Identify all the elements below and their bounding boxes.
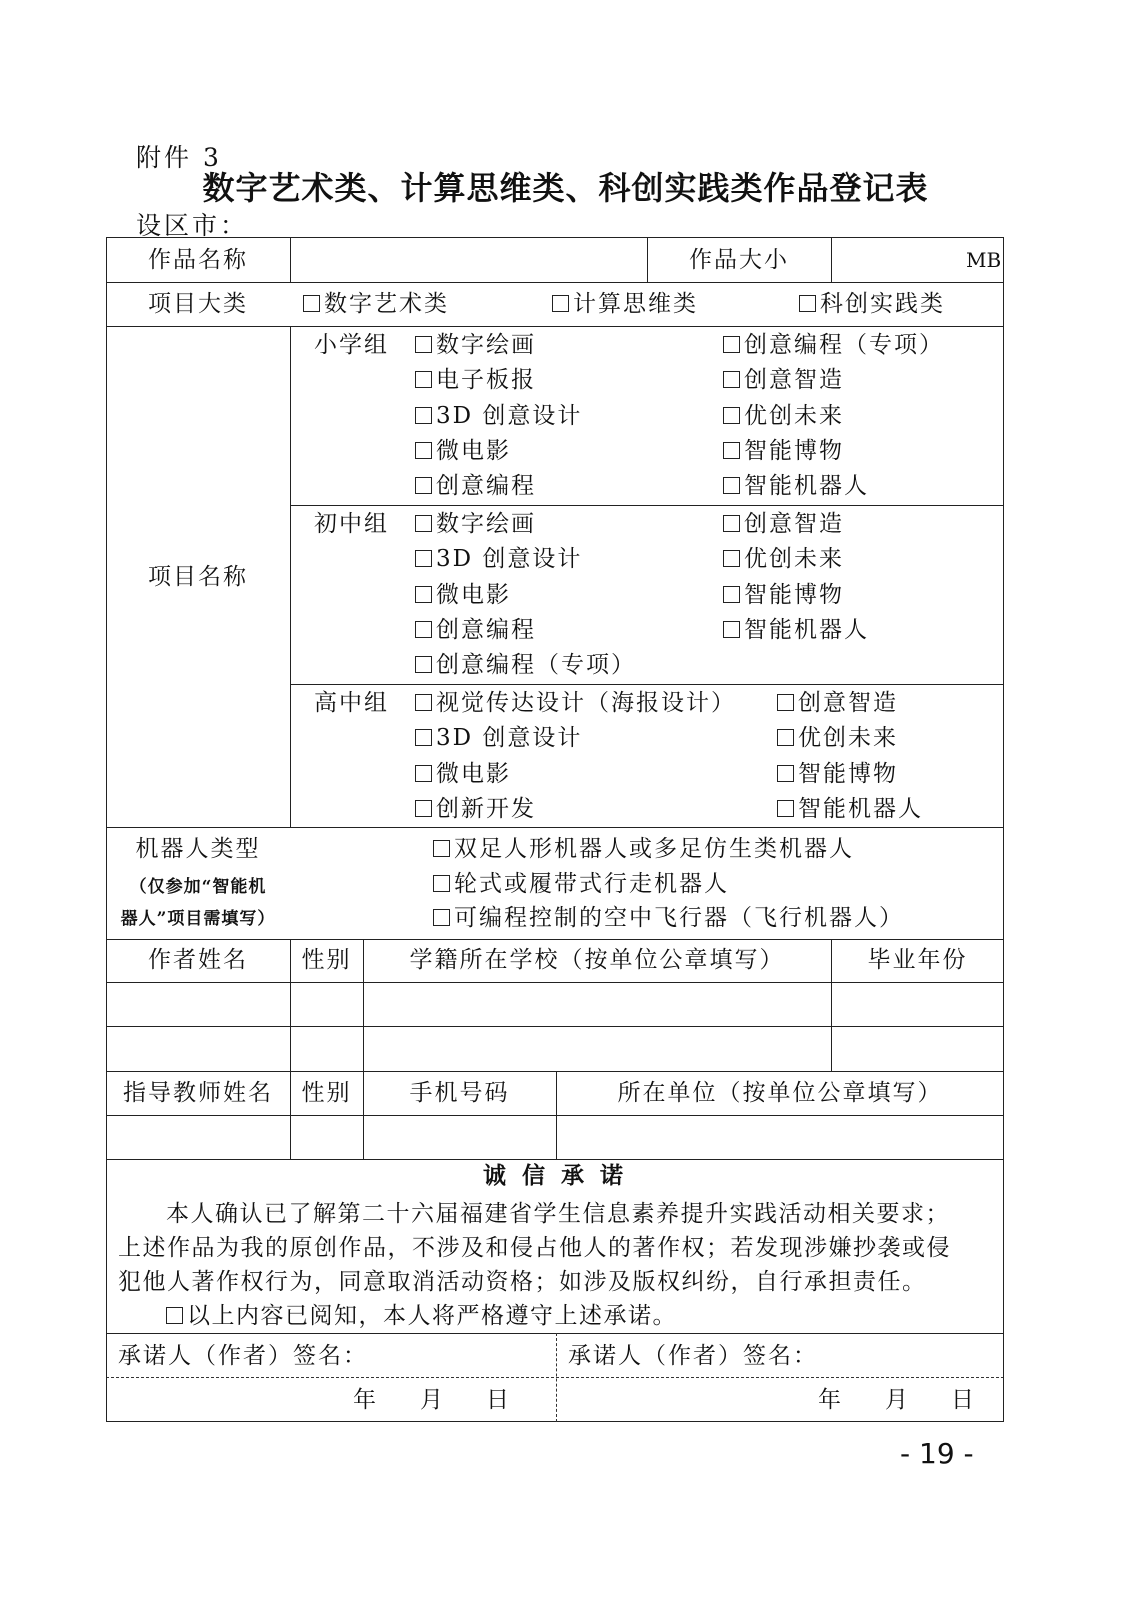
- project-option[interactable]: [777, 723, 898, 753]
- checkbox-icon: [166, 1307, 183, 1324]
- project-option-text: 创意智造: [744, 511, 844, 537]
- dashed-rule: [556, 1333, 557, 1422]
- checkbox-icon: [303, 295, 320, 312]
- rule: [106, 1026, 1004, 1027]
- group-label-senior: 高中组: [314, 690, 389, 716]
- project-option-text: 创意编程（专项）: [744, 332, 944, 358]
- project-option-text: 创意编程: [436, 473, 536, 500]
- work-name-label: 作品名称: [148, 247, 248, 273]
- category-text: 科创实践类: [820, 291, 945, 317]
- project-option[interactable]: [777, 759, 898, 789]
- form-title: 数字艺术类、计算思维类、科创实践类作品登记表: [202, 169, 929, 207]
- checkbox-icon: [415, 477, 432, 494]
- robot-note-line2: 器人”项目需填写）: [120, 909, 276, 929]
- checkbox-icon: [415, 442, 432, 459]
- rule: [106, 326, 1004, 327]
- checkbox-icon: [415, 765, 432, 782]
- project-option-text: 微电影: [436, 581, 511, 608]
- project-option[interactable]: [415, 401, 582, 431]
- robot-option-text: 可编程控制的空中飞行器（飞行机器人）: [454, 905, 904, 931]
- group-label-junior: 初中组: [314, 511, 389, 537]
- category-text: 数字艺术类: [324, 291, 449, 317]
- checkbox-icon: [415, 694, 432, 711]
- project-option[interactable]: [777, 688, 898, 718]
- project-option[interactable]: [723, 436, 844, 466]
- pledge-confirm[interactable]: [166, 1299, 677, 1333]
- project-option-text: 创意智造: [744, 367, 844, 394]
- project-option-text: 智能博物: [798, 760, 898, 787]
- robot-option[interactable]: [433, 869, 729, 899]
- rule: [106, 1115, 1004, 1116]
- rule: [1003, 237, 1004, 1422]
- teacher-name-label: 指导教师姓名: [123, 1080, 273, 1106]
- project-option-text: 智能机器人: [744, 473, 869, 500]
- project-option-text: 创意智造: [798, 690, 898, 716]
- checkbox-icon: [433, 840, 450, 857]
- category-option[interactable]: [303, 289, 449, 319]
- rule: [106, 939, 1004, 940]
- pledge-line: 本人确认已了解第二十六届福建省学生信息素养提升实践活动相关要求；: [166, 1201, 950, 1227]
- project-option-text: 优创未来: [744, 402, 844, 429]
- author-grad-label: 毕业年份: [867, 947, 968, 973]
- rule: [106, 1159, 1004, 1160]
- category-text: 计算思维类: [573, 291, 698, 317]
- checkbox-icon: [723, 586, 740, 603]
- rule: [106, 237, 107, 1422]
- checkbox-icon: [723, 371, 740, 388]
- signature-right-label: 承诺人（作者）签名：: [568, 1343, 818, 1369]
- pledge-line: 上述作品为我的原创作品，不涉及和侵占他人的著作权；若发现涉嫌抄袭或侵: [118, 1235, 951, 1261]
- checkbox-icon: [723, 477, 740, 494]
- category-option[interactable]: [799, 289, 945, 319]
- date-year: 年: [353, 1387, 378, 1413]
- checkbox-icon: [723, 621, 740, 638]
- project-option[interactable]: [415, 794, 536, 824]
- category-label: 项目大类: [148, 291, 248, 317]
- project-option-text: 智能机器人: [798, 795, 923, 822]
- size-unit: MB: [966, 248, 1002, 272]
- project-option[interactable]: [723, 615, 869, 645]
- page-number: - 19 -: [900, 1437, 974, 1470]
- checkbox-icon: [723, 407, 740, 424]
- project-option-text: 微电影: [436, 760, 511, 787]
- project-option-text: 优创未来: [798, 725, 898, 752]
- pledge-line: 犯他人著作权行为，同意取消活动资格；如涉及版权纠纷，自行承担责任。: [118, 1269, 927, 1295]
- checkbox-icon: [777, 765, 794, 782]
- checkbox-icon: [723, 515, 740, 532]
- project-option[interactable]: [723, 509, 844, 539]
- rule: [290, 684, 1004, 685]
- author-gender-label: 性别: [301, 947, 352, 973]
- project-option-text: 电子板报: [436, 367, 536, 394]
- pledge-confirm-text: 以上内容已阅知，本人将严格遵守上述承诺。: [187, 1303, 677, 1329]
- project-option[interactable]: [415, 759, 511, 789]
- checkbox-icon: [415, 371, 432, 388]
- project-option[interactable]: [415, 650, 636, 680]
- date-day: 日: [486, 1387, 511, 1413]
- rule: [831, 237, 832, 282]
- rule: [290, 505, 1004, 506]
- rule: [106, 827, 1004, 828]
- project-name-label: 项目名称: [148, 564, 248, 590]
- pledge-title: 诚 信 承 诺: [482, 1162, 628, 1189]
- attachment-label: 附件 3: [136, 143, 222, 172]
- city-label: 设区市：: [136, 211, 249, 240]
- checkbox-icon: [723, 442, 740, 459]
- dashed-rule: [106, 1377, 1004, 1378]
- author-name-label: 作者姓名: [148, 947, 248, 973]
- project-option[interactable]: [415, 330, 536, 360]
- checkbox-icon: [415, 407, 432, 424]
- project-option[interactable]: [723, 401, 844, 431]
- date-month: 月: [420, 1387, 445, 1413]
- checkbox-icon: [415, 729, 432, 746]
- checkbox-icon: [415, 336, 432, 353]
- project-option-text: 3D 创意设计: [436, 546, 583, 573]
- project-option-text: 3D 创意设计: [436, 725, 583, 752]
- project-option-text: 创新开发: [436, 795, 536, 822]
- project-option[interactable]: [723, 330, 944, 360]
- project-option[interactable]: [723, 544, 844, 574]
- checkbox-icon: [552, 295, 569, 312]
- project-option[interactable]: [723, 471, 869, 501]
- checkbox-icon: [723, 336, 740, 353]
- date-month: 月: [885, 1387, 910, 1413]
- rule: [106, 1071, 1004, 1072]
- robot-option[interactable]: [433, 834, 854, 864]
- checkbox-icon: [415, 586, 432, 603]
- rule: [106, 982, 1004, 983]
- work-size-label: 作品大小: [689, 247, 789, 273]
- date-year: 年: [818, 1387, 843, 1413]
- rule: [106, 237, 1004, 238]
- project-option[interactable]: [723, 365, 844, 395]
- group-label-primary: 小学组: [314, 332, 389, 358]
- checkbox-icon: [433, 909, 450, 926]
- rule: [290, 237, 291, 282]
- checkbox-icon: [415, 515, 432, 532]
- project-option[interactable]: [777, 794, 923, 824]
- project-option[interactable]: [415, 688, 736, 718]
- rule: [106, 1333, 1004, 1334]
- rule: [290, 326, 291, 827]
- project-option[interactable]: [415, 509, 536, 539]
- robot-option-text: 轮式或履带式行走机器人: [454, 871, 729, 897]
- project-option[interactable]: [415, 580, 511, 610]
- checkbox-icon: [777, 694, 794, 711]
- project-option[interactable]: [415, 723, 582, 753]
- author-school-label: 学籍所在学校（按单位公章填写）: [409, 947, 785, 973]
- teacher-unit-label: 所在单位（按单位公章填写）: [617, 1080, 943, 1106]
- project-option[interactable]: [415, 615, 536, 645]
- teacher-phone-label: 手机号码: [409, 1080, 510, 1106]
- checkbox-icon: [777, 800, 794, 817]
- project-option-text: 智能机器人: [744, 616, 869, 643]
- rule: [106, 1421, 1004, 1422]
- category-option[interactable]: [552, 289, 698, 319]
- project-option-text: 优创未来: [744, 546, 844, 573]
- checkbox-icon: [777, 729, 794, 746]
- checkbox-icon: [433, 875, 450, 892]
- project-option[interactable]: [415, 471, 536, 501]
- project-option-text: 数字绘画: [436, 332, 536, 358]
- checkbox-icon: [415, 656, 432, 673]
- checkbox-icon: [415, 550, 432, 567]
- registration-table: [106, 237, 1004, 1422]
- project-option-text: 数字绘画: [436, 511, 536, 537]
- robot-note-line1: （仅参加“智能机: [129, 877, 267, 897]
- project-option[interactable]: [415, 544, 582, 574]
- date-day: 日: [951, 1387, 976, 1413]
- project-option[interactable]: [415, 365, 536, 395]
- project-option-text: 创意编程（专项）: [436, 652, 636, 679]
- project-option-text: 智能博物: [744, 437, 844, 464]
- checkbox-icon: [723, 550, 740, 567]
- robot-option-text: 双足人形机器人或多足仿生类机器人: [454, 836, 854, 862]
- robot-type-label: 机器人类型: [135, 836, 261, 862]
- teacher-gender-label: 性别: [301, 1080, 352, 1106]
- rule: [106, 282, 1004, 283]
- checkbox-icon: [799, 295, 816, 312]
- checkbox-icon: [415, 800, 432, 817]
- project-option-text: 智能博物: [744, 581, 844, 608]
- project-option-text: 视觉传达设计（海报设计）: [436, 690, 736, 716]
- robot-option[interactable]: [433, 903, 904, 933]
- project-option[interactable]: [415, 436, 511, 466]
- project-option-text: 3D 创意设计: [436, 402, 583, 429]
- checkbox-icon: [415, 621, 432, 638]
- project-option-text: 微电影: [436, 437, 511, 464]
- project-option-text: 创意编程: [436, 616, 536, 643]
- signature-left-label: 承诺人（作者）签名：: [118, 1343, 368, 1369]
- project-option[interactable]: [723, 580, 844, 610]
